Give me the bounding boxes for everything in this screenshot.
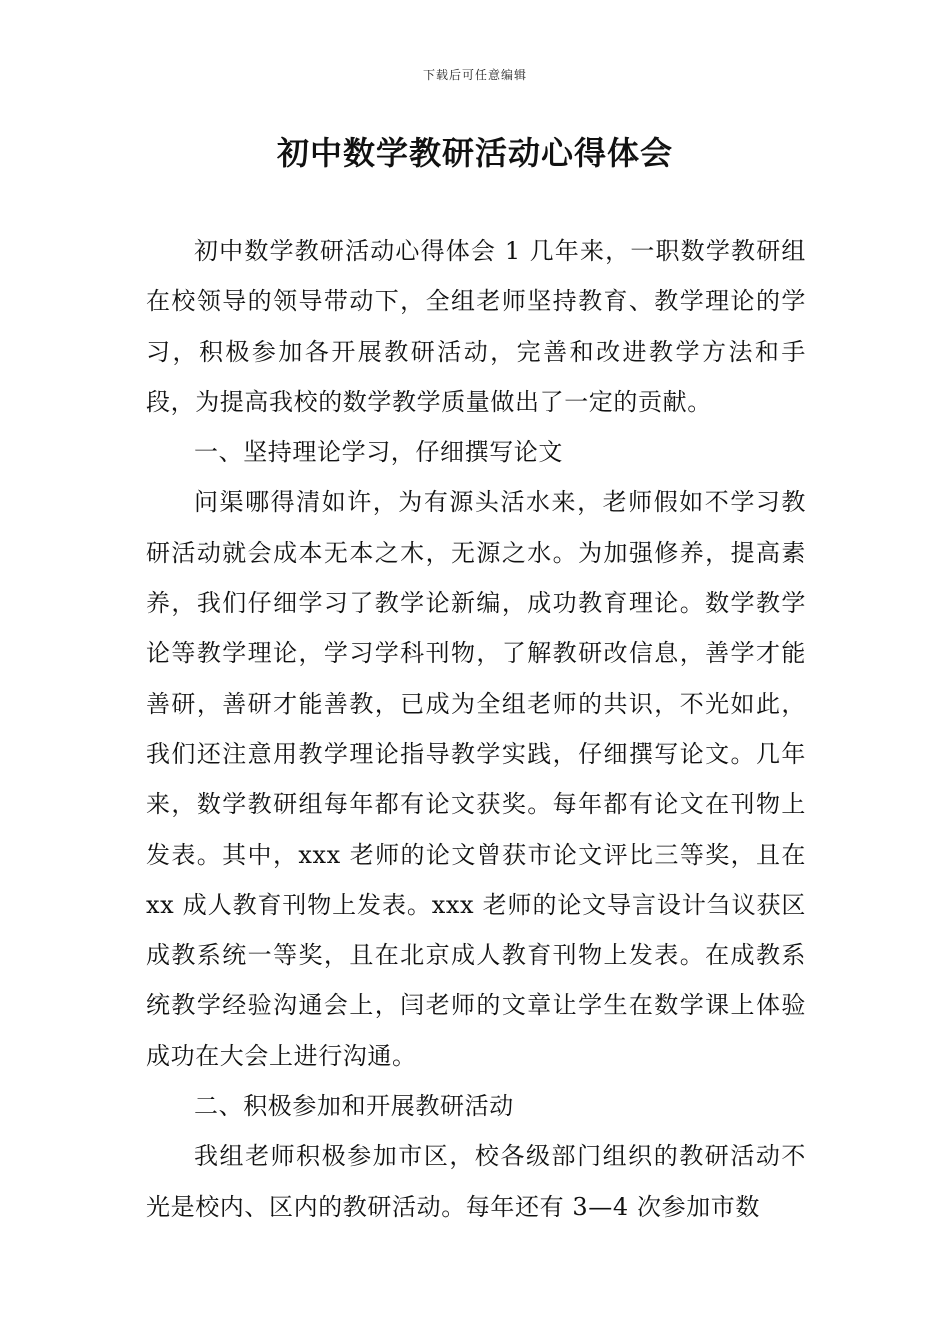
document-body [146, 226, 806, 1232]
header-note: 下载后可任意编辑 [422, 68, 527, 82]
paragraph-intro: 初中数学教研活动心得体会 1 几年来，一职数学教研组在校领导的领导带动下，全组老师坚持教育、教学理论的学习，积极参加各开展教研活动，完善和改进教学方法和手段，为提高我校的数学教学质量做出了一定的贡献。 [146, 237, 806, 416]
document-title: 初中数学教研活动心得体会 [276, 134, 673, 172]
section-heading-1: 一、坚持理论学习，仔细撰写论文 [194, 438, 563, 467]
paragraph-activities: 我组老师积极参加市区，校各级部门组织的教研活动不光是校内、区内的教研活动。每年还有 3—4 次参加市数 [146, 1142, 806, 1221]
section-heading-2: 二、积极参加和开展教研活动 [194, 1092, 514, 1121]
paragraph-theory-study: 问渠哪得清如许，为有源头活水来，老师假如不学习教研活动就会成本无本之木，无源之水。为加强修养，提高素养，我们仔细学习了教学论新编，成功教育理论。数学教学论等教学理论，学习学科刊物，了解教研改信息，善学才能善研，善研才能善教，已成为全组老师的共识，不光如此，我们还注意用教学理论指导教学实践，仔细撰写论文。几年来，数学教研组每年都有论文获奖。每年都有论文在刊物上发表。其中，xxx 老师的论文曾获市论文评比三等奖，且在 xx 成人教育刊物上发表。xxx 老师的论文导言设计刍议获区成教系统一等奖，且在北京成人教育刊物上发表。在成教系统教学经验沟通会上，闫老师的文章让学生在数学课上体验成功在大会上进行沟通。 [146, 488, 806, 1070]
